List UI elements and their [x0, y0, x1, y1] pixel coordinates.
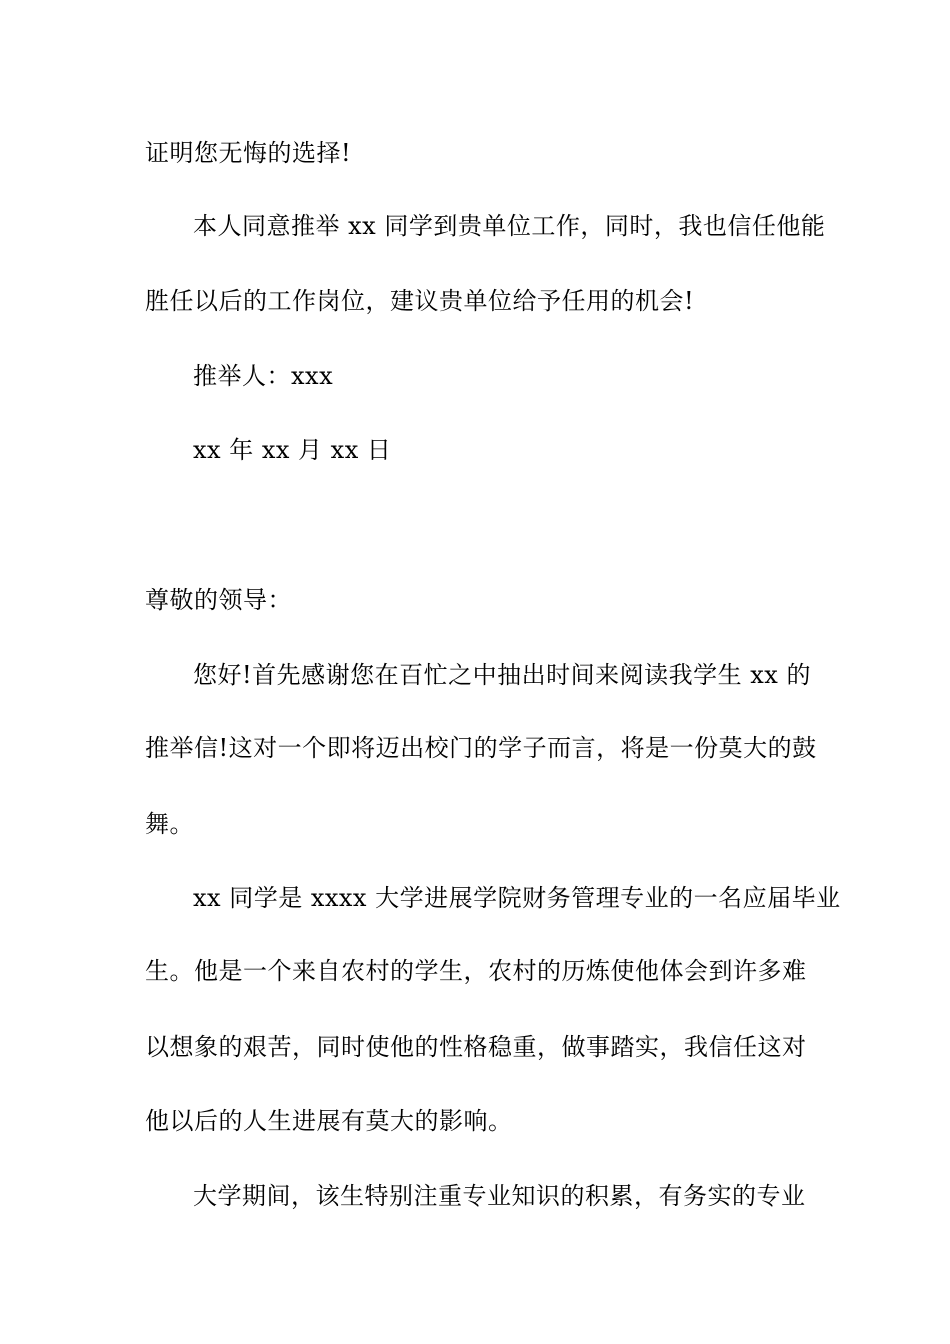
text-line: 大学期间，该生特别注重专业知识的积累，有务实的专业 [193, 1182, 806, 1210]
text-line: 证明您无悔的选择! [145, 139, 352, 167]
text-line: xx 同学是 xxxx 大学进展学院财务管理专业的一名应届毕业 [193, 884, 841, 912]
text-line: 您好!首先感谢您在百忙之中抽出时间来阅读我学生 xx 的 [193, 661, 811, 689]
text-line: 以想象的艰苦，同时使他的性格稳重，做事踏实，我信任这对 [145, 1033, 807, 1061]
text-line: 本人同意推举 xx 同学到贵单位工作，同时，我也信任他能 [193, 212, 826, 240]
text-line: 推举人：xxx [193, 362, 334, 390]
text-line: xx 年 xx 月 xx 日 [193, 436, 392, 464]
text-line: 推举信!这对一个即将迈出校门的学子而言，将是一份莫大的鼓 [145, 734, 817, 762]
text-line: 他以后的人生进展有莫大的影响。 [145, 1107, 513, 1135]
text-line: 舞。 [145, 810, 194, 838]
text-line: 尊敬的领导： [145, 586, 292, 614]
text-line: 生。他是一个来自农村的学生，农村的历炼使他体会到许多难 [145, 957, 807, 985]
text-line: 胜任以后的工作岗位，建议贵单位给予任用的机会! [145, 287, 695, 315]
